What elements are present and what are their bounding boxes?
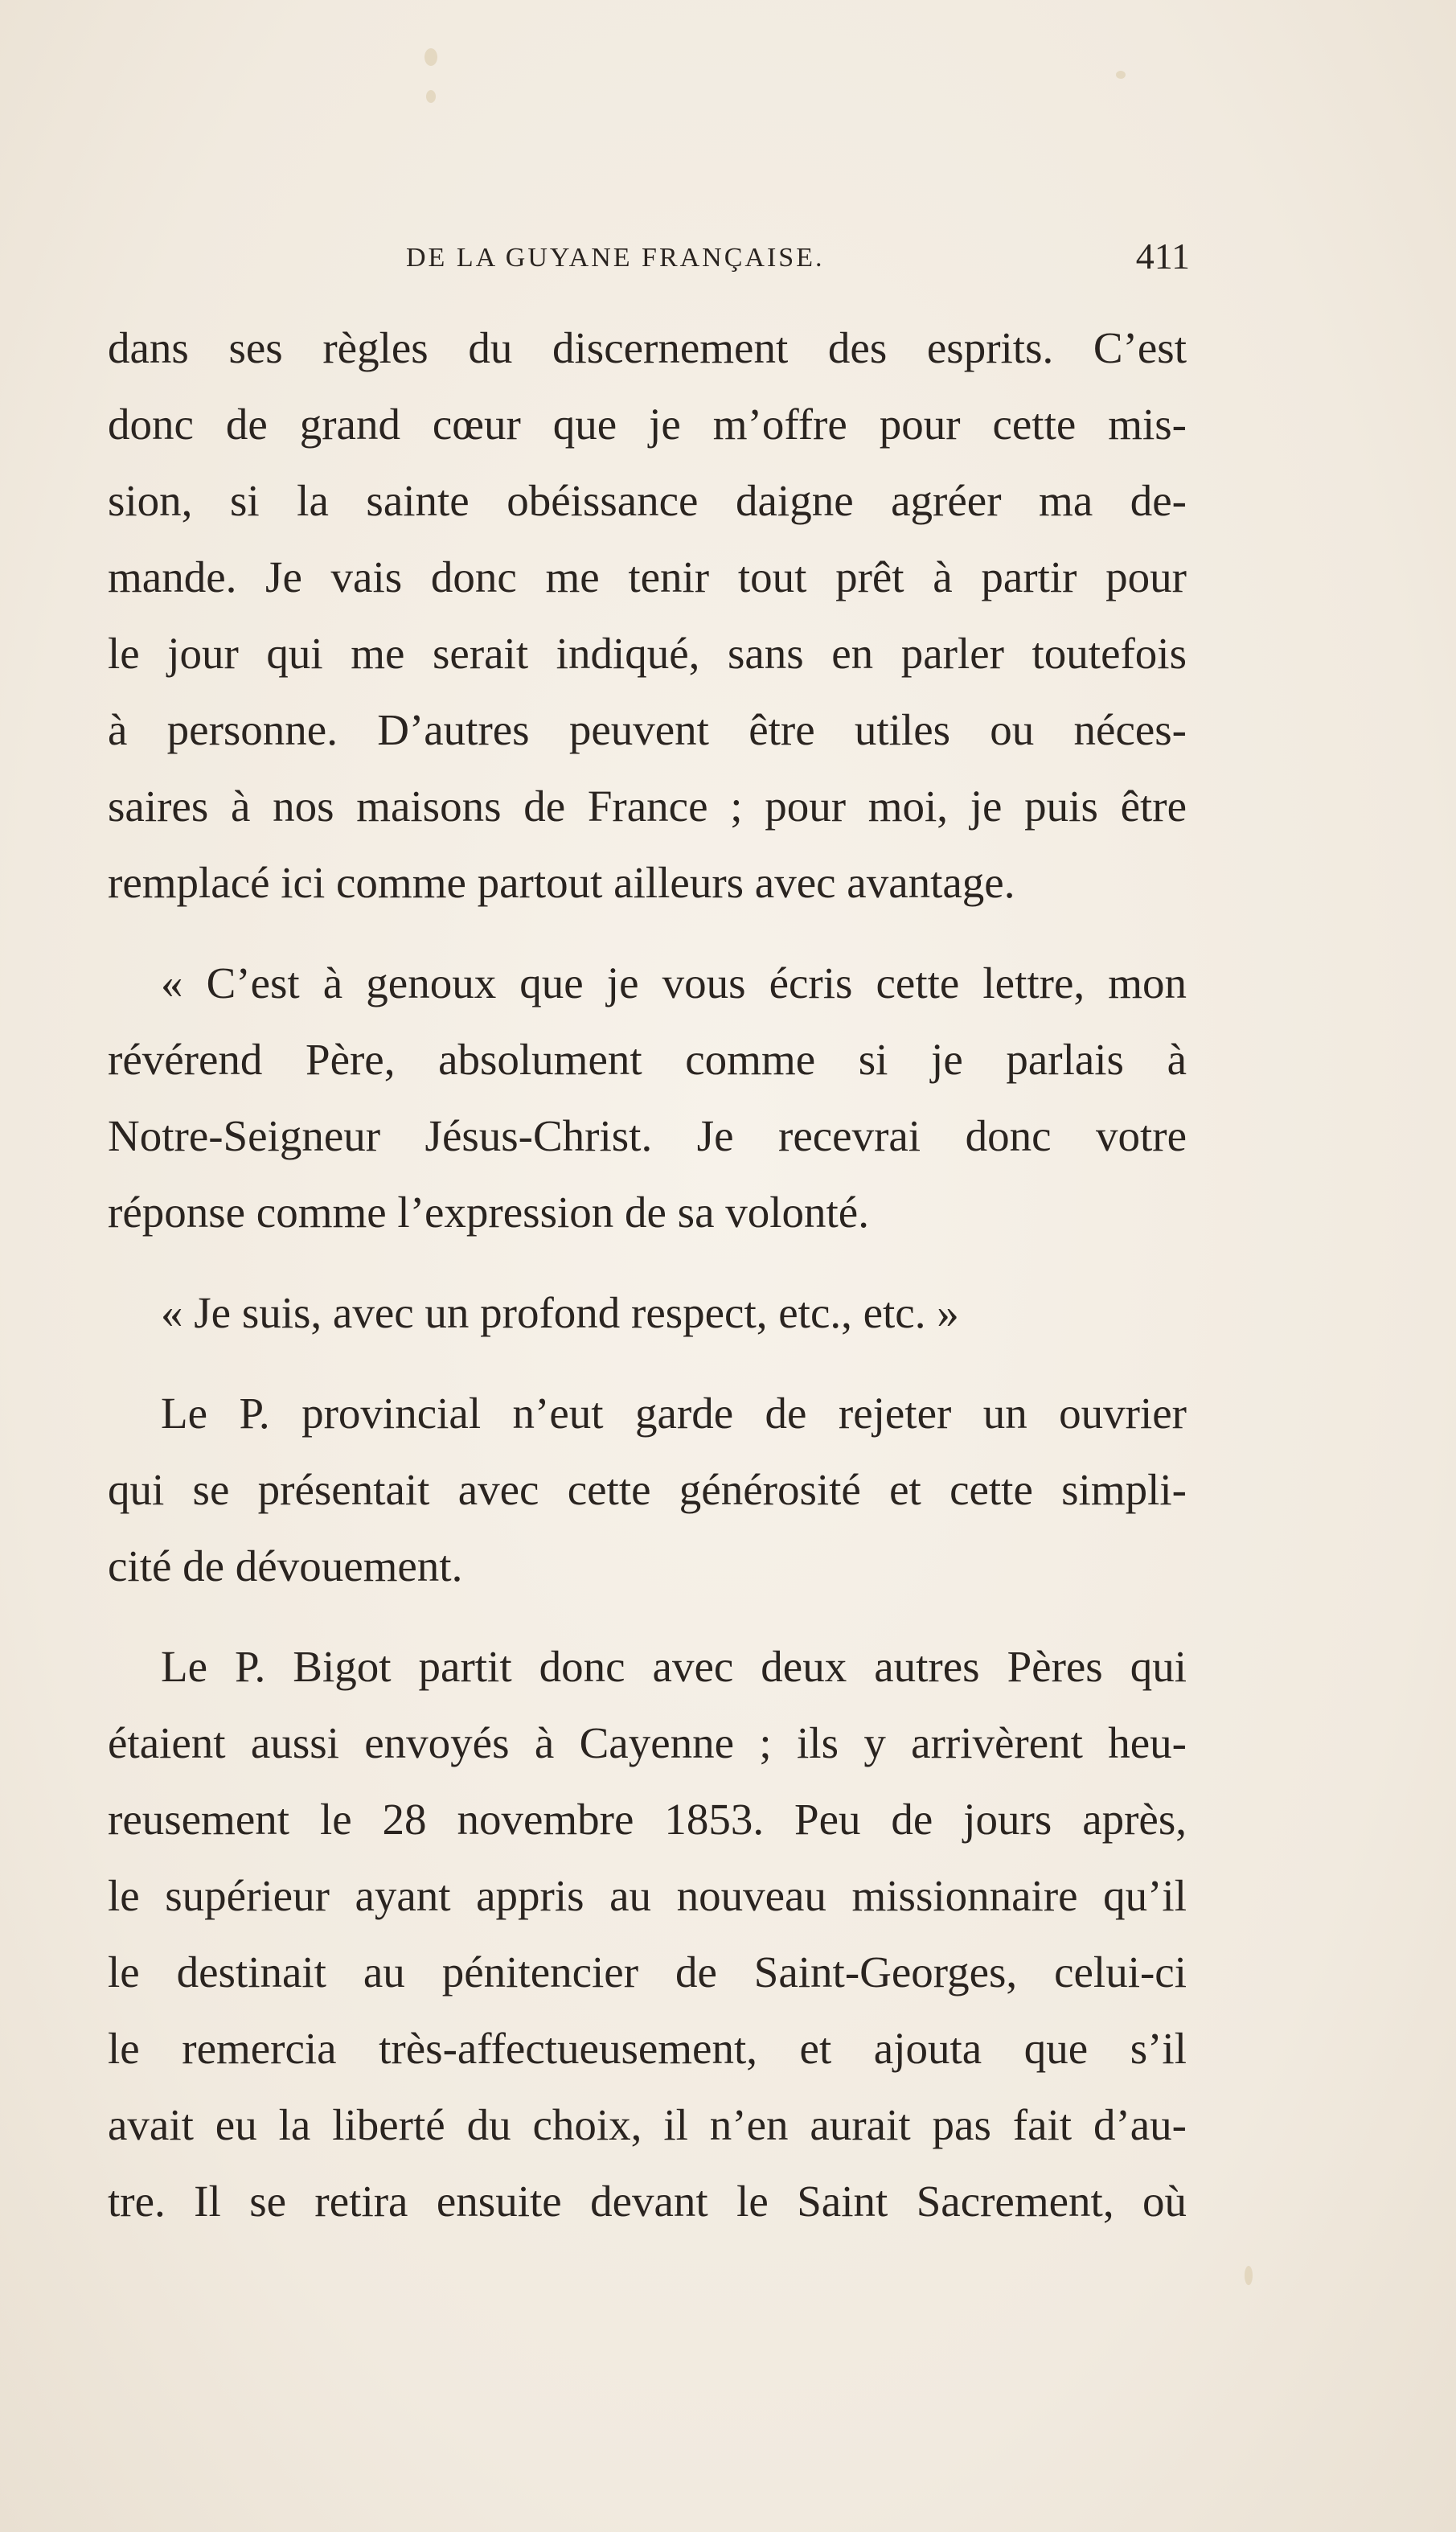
paragraph-gap	[108, 1250, 1187, 1274]
paragraph	[108, 310, 1187, 921]
paper-stain	[426, 90, 436, 103]
paragraph-gap	[108, 1351, 1187, 1375]
paragraph	[108, 1274, 1187, 1351]
text-line: reusement le 28 novembre 1853. Peu de jours après,	[108, 1795, 1187, 1844]
page-header	[406, 235, 1190, 291]
text-line: « C’est à genoux que je vous écris cette lettre, mon	[161, 958, 1187, 1007]
running-head: DE LA GUYANE FRANÇAISE.	[406, 243, 825, 273]
text-line: cité de dévouement.	[108, 1541, 463, 1590]
text-line: à personne. D’autres peuvent être utiles ou néces-	[108, 705, 1187, 754]
page-number: 411	[1135, 236, 1190, 277]
paragraph-gap	[108, 921, 1187, 945]
text-line: Le P. Bigot partit donc avec deux autres Pères qui	[161, 1642, 1187, 1691]
paragraph	[108, 1628, 1187, 2239]
text-line: « Je suis, avec un profond respect, etc., etc. »	[161, 1288, 959, 1337]
text-line: qui se présentait avec cette générosité et cette simpli-	[108, 1465, 1187, 1514]
text-line: le supérieur ayant appris au nouveau missionnaire qu’il	[108, 1871, 1187, 1920]
paragraph-gap	[108, 1604, 1187, 1628]
text-line: révérend Père, absolument comme si je parlais à	[108, 1035, 1187, 1084]
text-line: Le P. provincial n’eut garde de rejeter un ouvrier	[161, 1389, 1187, 1438]
paper-stain	[1245, 2266, 1253, 2285]
paper-stain	[1116, 71, 1126, 79]
text-line: le jour qui me serait indiqué, sans en parler toutefois	[108, 629, 1187, 678]
text-line: avait eu la liberté du choix, il n’en aurait pas fait d’au-	[108, 2100, 1187, 2149]
text-line: dans ses règles du discernement des esprits. C’est	[108, 323, 1187, 372]
text-line: remplacé ici comme partout ailleurs avec avantage.	[108, 858, 1015, 907]
text-line: donc de grand cœur que je m’offre pour cette mis-	[108, 400, 1187, 449]
text-line: étaient aussi envoyés à Cayenne ; ils y arrivèrent heu-	[108, 1718, 1187, 1767]
text-line: sion, si la sainte obéissance daigne agréer ma de-	[108, 476, 1187, 525]
text-line: mande. Je vais donc me tenir tout prêt à partir pour	[108, 552, 1187, 601]
body-text	[108, 310, 1187, 2239]
text-line: Notre-Seigneur Jésus-Christ. Je recevrai donc votre	[108, 1111, 1187, 1160]
text-line: réponse comme l’expression de sa volonté.	[108, 1188, 869, 1237]
text-line: saires à nos maisons de France ; pour moi, je puis être	[108, 782, 1187, 831]
text-line: le destinait au pénitencier de Saint-Georges, celui-ci	[108, 1947, 1187, 1996]
text-line: le remercia très-affectueusement, et ajouta que s’il	[108, 2024, 1187, 2073]
paragraph	[108, 1375, 1187, 1604]
text-line: tre. Il se retira ensuite devant le Saint Sacrement, où	[108, 2177, 1187, 2226]
paper-stain	[424, 48, 437, 66]
paragraph	[108, 945, 1187, 1250]
